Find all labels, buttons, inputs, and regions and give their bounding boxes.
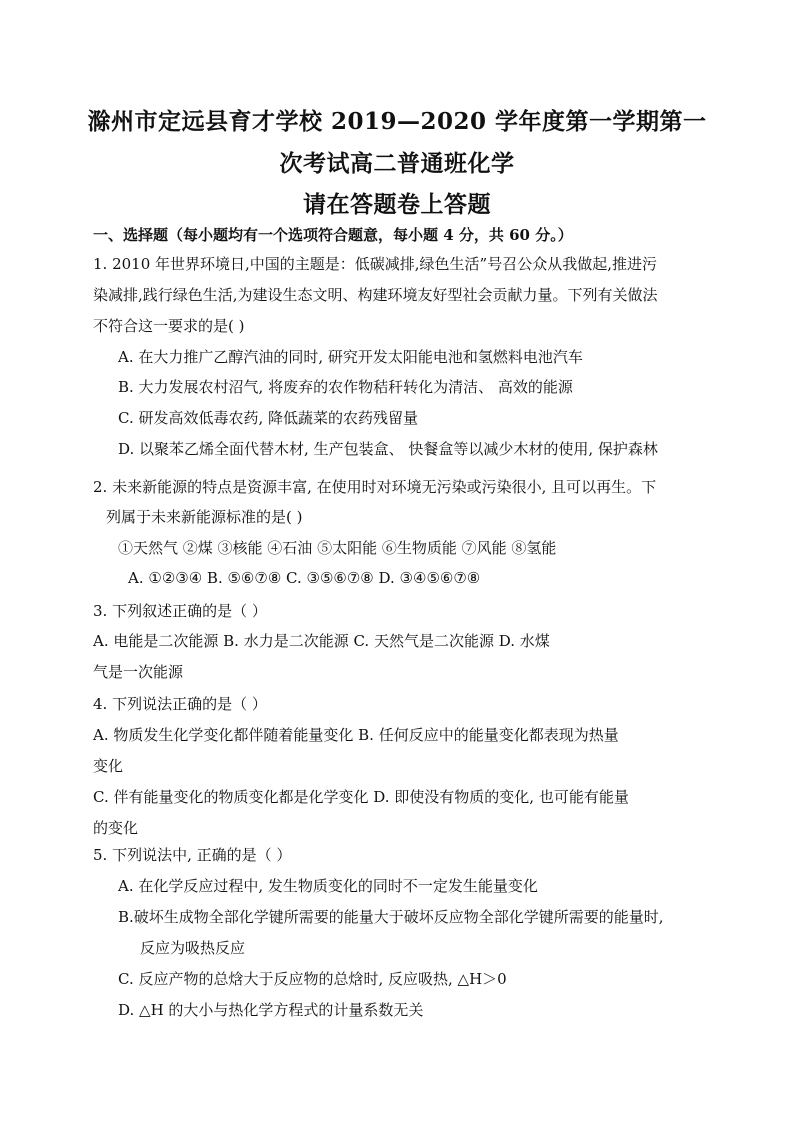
q4-options-ab: A. 物质发生化学变化都伴随着能量变化 B. 任何反应中的能量变化都表现为热量 bbox=[93, 726, 619, 744]
q5-text-line1: 5. 下列说法中, 正确的是（ ） bbox=[93, 846, 292, 864]
q3-text-line3: 气是一次能源 bbox=[93, 663, 184, 681]
q1-option-d: D. 以聚苯乙烯全面代替木材, 生产包装盒、 快餐盒等以减少木材的使用, 保护森林 bbox=[118, 440, 658, 458]
q1-text-line2: 染减排,践行绿色生活,为建设生态文明、构建环境友好型社会贡献力量。下列有关做法 bbox=[93, 286, 658, 304]
exam-title-line2: 次考试高二普通班化学 bbox=[279, 150, 515, 177]
q4-options-cd: C. 伴有能量变化的物质变化都是化学变化 D. 即使没有物质的变化, 也可能有能量 bbox=[93, 788, 629, 806]
q3-options: A. 电能是二次能源 B. 水力是二次能源 C. 天然气是二次能源 D. 水煤 bbox=[93, 632, 550, 650]
q5-option-a: A. 在化学反应过程中, 发生物质变化的同时不一定发生能量变化 bbox=[118, 877, 538, 895]
q1-option-c: C. 研发高效低毒农药, 降低蔬菜的农药残留量 bbox=[118, 409, 419, 427]
q5-option-d: D. △H 的大小与热化学方程式的计量系数无关 bbox=[118, 1001, 424, 1019]
q4-options-ab-cont: 变化 bbox=[93, 757, 124, 775]
exam-subtitle: 请在答题卷上答题 bbox=[303, 191, 491, 218]
q1-text-line3: 不符合这一要求的是( ) bbox=[93, 317, 245, 335]
q2-text-line1: 2. 未来新能源的特点是资源丰富, 在使用时对环境无污染或污染很小, 且可以再生。下 bbox=[93, 478, 657, 496]
q4-text-line1: 4. 下列说法正确的是（ ） bbox=[93, 695, 267, 713]
exam-title-line1: 滁州市定远县育才学校 2019—2020 学年度第一学期第一 bbox=[87, 108, 707, 135]
q1-option-a: A. 在大力推广乙醇汽油的同时, 研究开发太阳能电池和氢燃料电池汽车 bbox=[118, 348, 583, 366]
q1-text-line1: 1. 2010 年世界环境日,中国的主题是：低碳减排,绿色生活”号召公众从我做起,推进污 bbox=[93, 255, 657, 273]
q4-options-cd-cont: 的变化 bbox=[93, 819, 139, 837]
q3-text-line1: 3. 下列叙述正确的是（ ） bbox=[93, 602, 267, 620]
q2-items: ①天然气 ②煤 ③核能 ④石油 ⑤太阳能 ⑥生物质能 ⑦风能 ⑧氢能 bbox=[118, 539, 557, 557]
q5-option-b: B.破坏生成物全部化学键所需要的能量大于破坏反应物全部化学键所需要的能量时, bbox=[118, 908, 664, 926]
q5-option-c: C. 反应产物的总焓大于反应物的总焓时, 反应吸热, △H＞0 bbox=[118, 970, 507, 988]
q2-text-line2: 列属于未来新能源标准的是( ) bbox=[106, 508, 303, 526]
section-heading: 一、选择题（每小题均有一个选项符合题意，每小题 4 分，共 60 分。） bbox=[93, 226, 573, 244]
q1-option-b: B. 大力发展农村沼气, 将废弃的农作物秸秆转化为清洁、 高效的能源 bbox=[118, 378, 573, 396]
q2-options: A. ①②③④ B. ⑤⑥⑦⑧ C. ③⑤⑥⑦⑧ D. ③④⑤⑥⑦⑧ bbox=[128, 569, 481, 587]
q5-option-b-cont: 反应为吸热反应 bbox=[140, 939, 246, 957]
